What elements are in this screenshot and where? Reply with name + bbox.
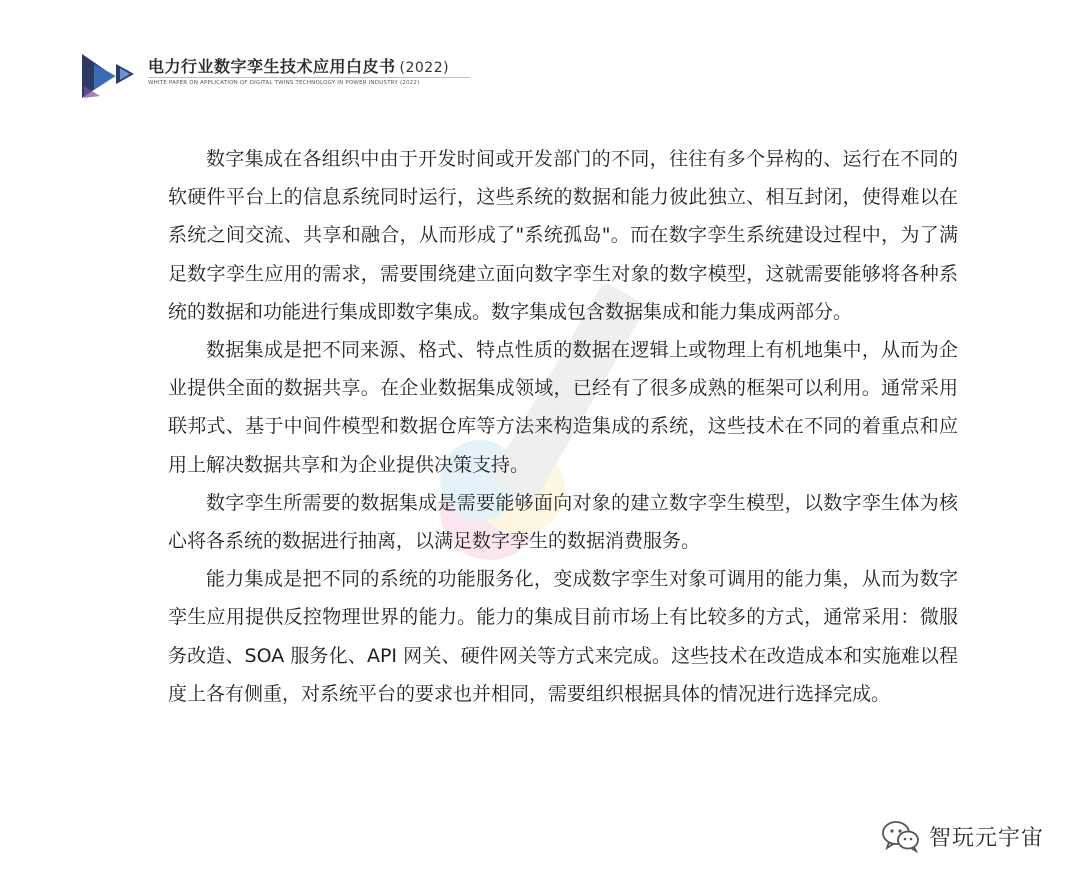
whitepaper-subtitle: WHITE PAPER ON APPLICATION OF DIGITAL TWINS TECHNOLOGY IN POWER INDUSTRY (2022): [148, 80, 420, 86]
paragraph-capability-integration: 能力集成是把不同的系统的功能服务化，变成数字孪生对象可调用的能力集，从而为数字孪生应用提供反控物理世界的能力。能力的集成目前市场上有比较多的方式，通常采用：微服务改造、SOA 服务化、API 网关、硬件网关等方式来完成。这些技术在改造成本和实施难以程度上各有侧重，对系统平台的要求也并相同，需要组织根据具体的情况进行选择完成。: [168, 568, 958, 705]
whitepaper-year: (2022): [399, 60, 450, 76]
paragraph-digital-integration: 数字集成在各组织中由于开发时间或开发部门的不同，往往有多个异构的、运行在不同的软硬件平台上的信息系统同时运行，这些系统的数据和能力彼此独立、相互封闭，使得难以在系统之间交流、共享和融合，从而形成了"系统孤岛"。而在数字孪生系统建设过程中，为了满足数字孪生应用的需求，需要围绕建立面向数字孪生对象的数字模型，这就需要能够将各种系统的数据和功能进行集成即数字集成。数字集成包含数据集成和能力集成两部分。: [168, 148, 958, 323]
wechat-account-label: [881, 819, 1044, 853]
play-triangles-logo-icon: [80, 50, 140, 100]
paragraph-digital-twin-data: 数字孪生所需要的数据集成是需要能够面向对象的建立数字孪生模型，以数字孪生体为核心将各系统的数据进行抽离，以满足数字孪生的数据消费服务。: [168, 491, 958, 553]
paragraph-data-integration: 数据集成是把不同来源、格式、特点性质的数据在逻辑上或物理上有机地集中，从而为企业提供全面的数据共享。在企业数据集成领域，已经有了很多成熟的框架可以利用。通常采用联邦式、基于中间件模型和数据仓库等方法来构造集成的系统，这些技术在不同的着重点和应用上解决数据共享和为企业提供决策支持。: [168, 339, 958, 476]
document-body: [168, 140, 958, 713]
document-header: [80, 50, 500, 100]
header-divider: [148, 77, 470, 78]
wechat-icon: [881, 819, 921, 853]
account-name: 智玩元宇宙: [928, 825, 1044, 851]
whitepaper-title: [148, 54, 449, 77]
whitepaper-title-text: 电力行业数字孪生技术应用白皮书: [148, 57, 396, 76]
